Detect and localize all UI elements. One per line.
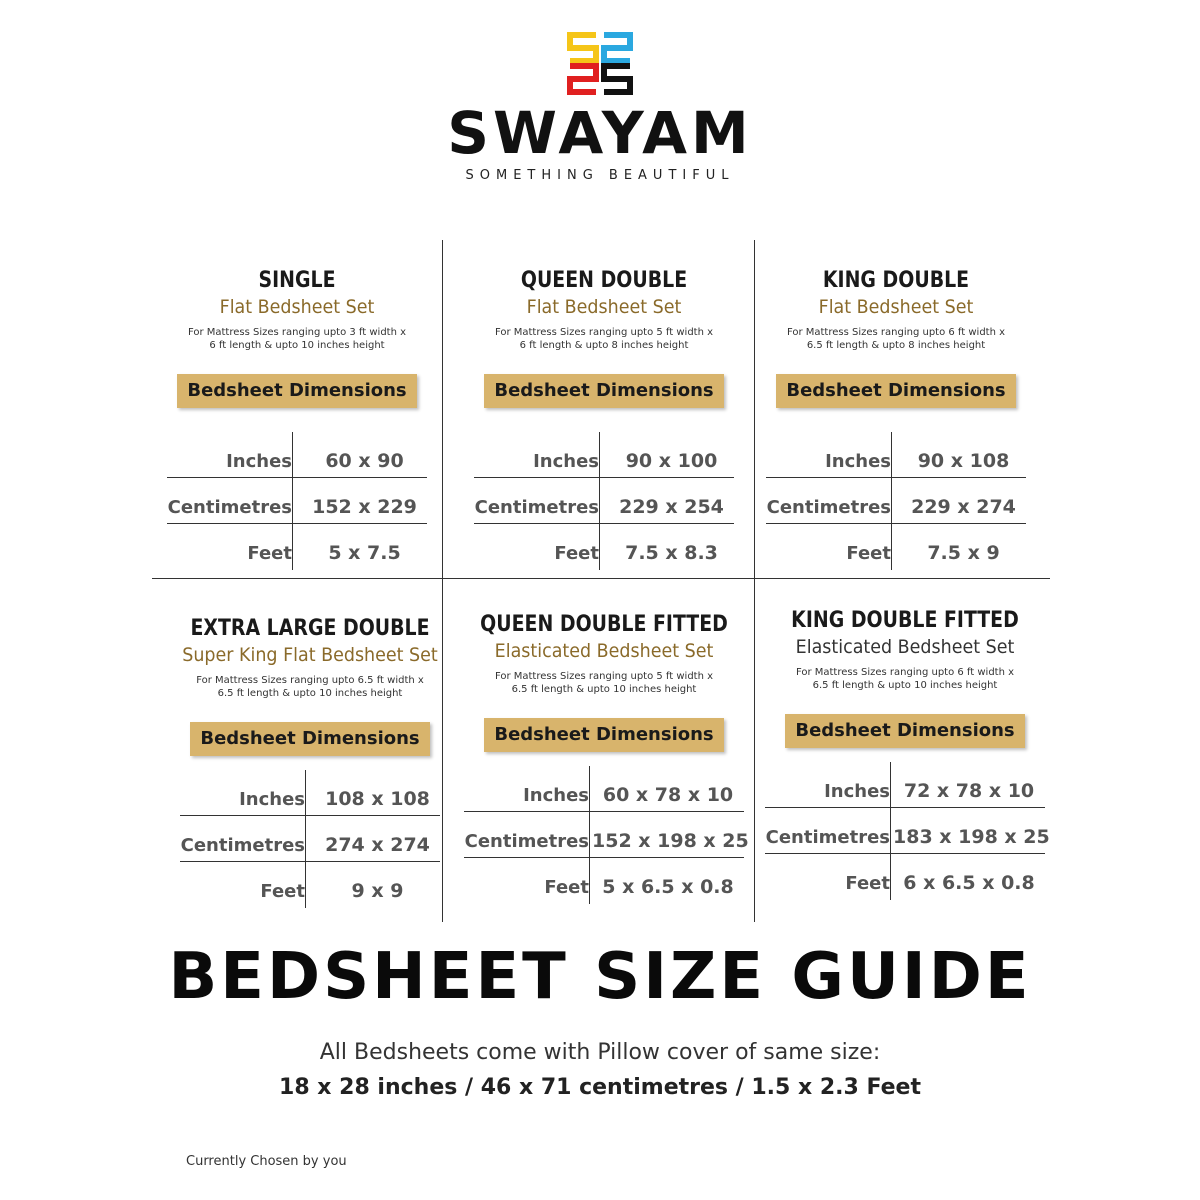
card-note-line: 6 ft length & upto 10 inches height [209, 340, 385, 351]
card-note [484, 326, 724, 352]
row-label: Inches [533, 451, 599, 472]
row-value: 183 x 198 x 25 [893, 826, 1050, 848]
pillow-cover-note: All Bedsheets come with Pillow cover of same size: [319, 1040, 881, 1065]
dimensions-table [180, 770, 440, 908]
table-row [766, 524, 1026, 570]
size-card-extra-large-double [160, 616, 460, 908]
row-label: Inches [825, 451, 891, 472]
card-subtitle: Elasticated Bedsheet Set [795, 636, 1015, 658]
card-title: QUEEN DOUBLE FITTED [480, 612, 728, 637]
row-value: 7.5 x 9 [927, 542, 1000, 564]
card-note-line: For Mattress Sizes ranging upto 3 ft width x [187, 327, 407, 338]
pillow-cover-sizes: 18 x 28 inches / 46 x 71 centimetres / 1.5 x 2.3 Feet [279, 1075, 921, 1100]
row-value: 152 x 198 x 25 [592, 830, 749, 852]
row-value: 152 x 229 [312, 496, 417, 518]
row-label: Feet [554, 543, 599, 564]
row-label: Centimetres [474, 497, 599, 518]
card-note-line: 6.5 ft length & upto 10 inches height [217, 688, 403, 699]
dimensions-table [766, 432, 1026, 570]
row-label: Inches [824, 781, 890, 802]
card-title: KING DOUBLE [822, 268, 970, 293]
row-label: Centimetres [766, 497, 891, 518]
size-card-queen-double-fitted [454, 612, 754, 904]
table-row [766, 432, 1026, 478]
swayam-emblem-icon [565, 30, 635, 96]
dimensions-badge: Bedsheet Dimensions [776, 374, 1015, 408]
card-note [776, 326, 1016, 352]
dimensions-table [167, 432, 427, 570]
card-note [785, 666, 1025, 692]
row-value: 5 x 7.5 [328, 542, 401, 564]
row-value: 90 x 108 [917, 450, 1010, 472]
row-value: 6 x 6.5 x 0.8 [903, 872, 1035, 894]
card-note [177, 326, 417, 352]
card-note-line: For Mattress Sizes ranging upto 5 ft width x [494, 327, 714, 338]
dimensions-badge: Bedsheet Dimensions [190, 722, 429, 756]
row-value: 229 x 274 [911, 496, 1016, 518]
size-card-king-double [746, 268, 1046, 570]
table-row [167, 524, 427, 570]
table-row [180, 816, 440, 862]
table-row [464, 858, 744, 904]
table-row [765, 854, 1045, 900]
dimensions-badge: Bedsheet Dimensions [177, 374, 416, 408]
row-label: Feet [846, 543, 891, 564]
table-row [766, 478, 1026, 524]
card-subtitle: Flat Bedsheet Set [219, 296, 375, 318]
row-value: 60 x 78 x 10 [602, 784, 734, 806]
card-title: KING DOUBLE FITTED [791, 608, 1019, 633]
dimensions-table [474, 432, 734, 570]
dimensions-table [464, 766, 749, 904]
row-label: Feet [544, 877, 589, 898]
row-label: Feet [845, 873, 890, 894]
table-row [167, 478, 427, 524]
table-row [180, 770, 440, 816]
row-label: Feet [260, 881, 305, 902]
card-title: QUEEN DOUBLE [520, 268, 688, 293]
row-value: 9 x 9 [351, 880, 404, 902]
table-row [474, 432, 734, 478]
row-label: Centimetres [167, 497, 292, 518]
card-subtitle: Elasticated Bedsheet Set [494, 640, 714, 662]
row-label: Inches [226, 451, 292, 472]
row-value: 274 x 274 [325, 834, 430, 856]
card-title: EXTRA LARGE DOUBLE [190, 616, 430, 641]
brand-name: SWAYAM [447, 99, 753, 167]
row-label: Centimetres [180, 835, 305, 856]
brand-tagline: SOMETHING BEAUTIFUL [465, 168, 735, 183]
card-note-line: For Mattress Sizes ranging upto 6.5 ft width x [196, 675, 424, 686]
brand-logo [0, 30, 1200, 183]
card-subtitle: Flat Bedsheet Set [818, 296, 974, 318]
row-label: Inches [523, 785, 589, 806]
emblem-blue-mark [604, 35, 630, 61]
table-row [765, 762, 1045, 808]
table-row [474, 524, 734, 570]
row-label: Feet [247, 543, 292, 564]
table-row [474, 478, 734, 524]
dimensions-badge: Bedsheet Dimensions [785, 714, 1024, 748]
table-row [180, 862, 440, 908]
row-value: 90 x 100 [625, 450, 718, 472]
emblem-black-mark [604, 66, 630, 92]
row-label: Centimetres [765, 827, 890, 848]
card-title: SINGLE [258, 268, 336, 293]
size-card-single [147, 268, 447, 570]
guide-title: BEDSHEET SIZE GUIDE [168, 940, 1032, 1014]
row-value: 229 x 254 [619, 496, 724, 518]
card-note-line: For Mattress Sizes ranging upto 6 ft width x [795, 667, 1015, 678]
horizontal-divider [152, 578, 1050, 579]
row-value: 108 x 108 [325, 788, 430, 810]
card-note-line: 6.5 ft length & upto 10 inches height [511, 684, 697, 695]
dimensions-table [765, 762, 1050, 900]
table-row [464, 812, 749, 858]
card-note [190, 674, 430, 700]
emblem-red-mark [570, 66, 596, 92]
table-row [765, 808, 1050, 854]
dimensions-badge: Bedsheet Dimensions [484, 374, 723, 408]
card-note-line: For Mattress Sizes ranging upto 6 ft width x [786, 327, 1006, 338]
row-value: 60 x 90 [325, 450, 404, 472]
table-row [167, 432, 427, 478]
dimensions-badge: Bedsheet Dimensions [484, 718, 723, 752]
table-row [464, 766, 744, 812]
card-note [484, 670, 724, 696]
card-note-line: For Mattress Sizes ranging upto 5 ft width x [494, 671, 714, 682]
emblem-yellow-mark [570, 35, 596, 61]
card-subtitle: Super King Flat Bedsheet Set [182, 644, 438, 666]
row-value: 7.5 x 8.3 [625, 542, 718, 564]
size-card-king-double-fitted [755, 608, 1055, 900]
card-note-line: 6 ft length & upto 8 inches height [519, 340, 689, 351]
card-note-line: 6.5 ft length & upto 8 inches height [806, 340, 986, 351]
card-subtitle: Flat Bedsheet Set [526, 296, 682, 318]
row-value: 72 x 78 x 10 [903, 780, 1035, 802]
row-value: 5 x 6.5 x 0.8 [602, 876, 734, 898]
row-label: Inches [239, 789, 305, 810]
row-label: Centimetres [464, 831, 589, 852]
footer-note: Currently Chosen by you [186, 1154, 347, 1169]
size-card-queen-double [454, 268, 754, 570]
card-note-line: 6.5 ft length & upto 10 inches height [812, 680, 998, 691]
